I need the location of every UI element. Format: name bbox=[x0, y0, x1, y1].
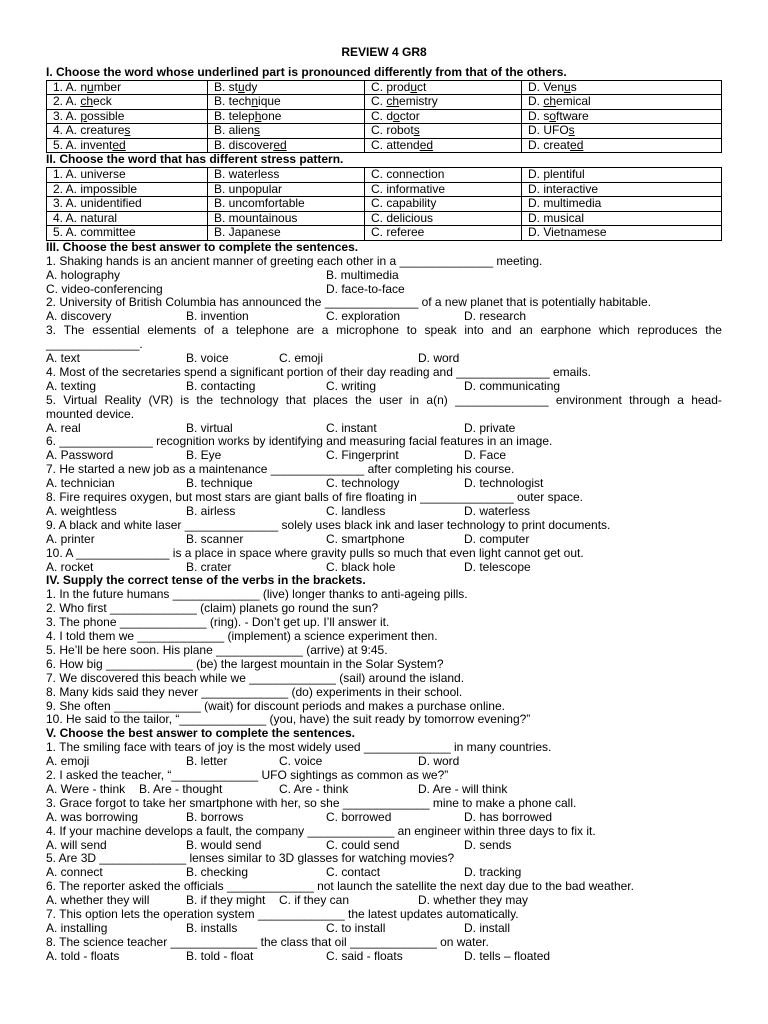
answer-option: B. virtual bbox=[186, 420, 233, 435]
word-cell: D. created bbox=[522, 138, 722, 153]
word: ______________ bbox=[455, 392, 549, 407]
word: are bbox=[296, 323, 315, 338]
question-text: 5. He’ll be here soon. His plane _____________ (arrive) at 9:45. bbox=[46, 642, 388, 657]
question-text: 6. The reporter asked the officials _____________ not launch the satellite the next day due to the bad weather. bbox=[46, 879, 634, 894]
answer-options bbox=[46, 894, 722, 908]
question-text: 4. Most of the secretaries spend a significant portion of their day reading and ______________ emails. bbox=[46, 364, 592, 379]
table-row bbox=[47, 95, 722, 110]
question-text bbox=[46, 394, 722, 408]
word-cell: C. connection bbox=[365, 168, 522, 183]
answer-options bbox=[46, 505, 722, 519]
word-cell: D. multimedia bbox=[522, 197, 722, 212]
underlined-part: ch bbox=[386, 94, 400, 109]
word-cell: C. product bbox=[365, 80, 522, 95]
question-text: 8. Many kids said they never _____________ (do) experiments in their school. bbox=[46, 684, 463, 699]
answer-options bbox=[46, 922, 722, 936]
answer-option: C. if they can bbox=[279, 893, 350, 908]
answer-options bbox=[46, 783, 722, 797]
question-text: 4. I told them we _____________ (implement) a science experiment then. bbox=[46, 629, 438, 644]
word-cell: 3. A. unidentified bbox=[47, 197, 208, 212]
word-cell: C. delicious bbox=[365, 211, 522, 226]
word-cell: 1. A. number bbox=[47, 80, 208, 95]
underlined-part: s bbox=[568, 123, 575, 138]
underlined-part: s bbox=[254, 123, 261, 138]
answer-option: D. Face bbox=[464, 448, 507, 463]
word: which bbox=[598, 323, 630, 338]
answer-options bbox=[46, 269, 722, 283]
answer-option: A. technician bbox=[46, 476, 115, 491]
answer-option: B. checking bbox=[186, 865, 249, 880]
answer-option: B. would send bbox=[186, 837, 262, 852]
word: The bbox=[63, 323, 85, 338]
section-4-items bbox=[46, 588, 722, 727]
answer-option: B. voice bbox=[186, 351, 229, 366]
answer-option: D. tracking bbox=[464, 865, 522, 880]
section-5-items bbox=[46, 741, 722, 963]
word-cell: 5. A. invented bbox=[47, 138, 208, 153]
section-1-heading: I. Choose the word whose underlined part is pronounced differently from that of the others. bbox=[46, 65, 567, 79]
answer-option: D. computer bbox=[464, 531, 530, 546]
table-row bbox=[47, 138, 722, 153]
answer-option: A. Password bbox=[46, 448, 114, 463]
answer-option: A. rocket bbox=[46, 559, 94, 574]
word: into bbox=[464, 323, 484, 338]
word-cell: D. software bbox=[522, 109, 722, 124]
answer-option: C. Are - think bbox=[279, 781, 349, 796]
word: that bbox=[285, 392, 306, 407]
answer-option: B. Are - thought bbox=[139, 781, 223, 796]
question-text: 7. We discovered this beach while we _____________ (sail) around the island. bbox=[46, 670, 465, 685]
table-row bbox=[47, 80, 722, 95]
word: earphone bbox=[540, 323, 592, 338]
table-row bbox=[47, 197, 722, 212]
answer-option: B. multimedia bbox=[326, 267, 399, 282]
answer-option: B. contacting bbox=[186, 378, 256, 393]
word-cell: B. waterless bbox=[208, 168, 365, 183]
answer-option: A. emoji bbox=[46, 754, 90, 769]
answer-option: D. sends bbox=[464, 837, 512, 852]
answer-options bbox=[46, 422, 722, 436]
word: reproduces bbox=[637, 323, 698, 338]
answer-options bbox=[46, 310, 722, 324]
answer-option: A. text bbox=[46, 351, 81, 366]
question-text: 10. A ______________ is a place in space where gravity pulls so much that even light cannot get out. bbox=[46, 545, 584, 560]
answer-option: B. technique bbox=[186, 476, 253, 491]
word-cell: B. mountainous bbox=[208, 211, 365, 226]
table-row bbox=[47, 226, 722, 241]
question-text: 3. The phone _____________ (ring). - Don’t get up. I’ll answer it. bbox=[46, 615, 390, 630]
answer-options bbox=[46, 477, 722, 491]
word: environment bbox=[555, 392, 622, 407]
word: (VR) bbox=[148, 392, 174, 407]
word-cell: D. Venus bbox=[522, 80, 722, 95]
word: an bbox=[519, 323, 533, 338]
word-cell: B. discovered bbox=[208, 138, 365, 153]
word: the bbox=[355, 392, 372, 407]
word-cell: D. plentiful bbox=[522, 168, 722, 183]
question-text: 9. A black and white laser ______________ solely uses black ink and laser technology to print documents. bbox=[46, 517, 611, 532]
answer-options bbox=[46, 533, 722, 547]
word: places bbox=[313, 392, 348, 407]
answer-option: B. if they might bbox=[186, 893, 266, 908]
word-cell: C. doctor bbox=[365, 109, 522, 124]
underlined-part: ed bbox=[273, 138, 287, 152]
question-text: 3. Grace forgot to take her smartphone with her, so she _____________ mine to make a phone call. bbox=[46, 795, 577, 810]
word-cell: 5. A. committee bbox=[47, 226, 208, 241]
answer-options bbox=[46, 811, 722, 825]
section-4-heading: IV. Supply the correct tense of the verbs in the brackets. bbox=[46, 573, 366, 588]
word-cell: C. informative bbox=[365, 182, 522, 197]
word-cell: 1. A. universe bbox=[47, 168, 208, 183]
word-cell: 4. A. creatures bbox=[47, 124, 208, 139]
answer-option: C. emoji bbox=[279, 351, 324, 366]
word: a bbox=[321, 323, 329, 338]
question-text: 6. How big _____________ (be) the largest mountain in the Solar System? bbox=[46, 656, 444, 671]
answer-option: D. telescope bbox=[464, 559, 531, 574]
answer-option: D. Are - will think bbox=[418, 781, 508, 796]
answer-options bbox=[46, 839, 722, 853]
answer-option: D. whether they may bbox=[418, 893, 529, 908]
underlined-part: s bbox=[124, 123, 131, 138]
section-3-items bbox=[46, 255, 722, 575]
answer-option: A. Were - think bbox=[46, 781, 126, 796]
answer-option: D. research bbox=[464, 309, 527, 324]
answer-option: B. Eye bbox=[186, 448, 222, 463]
answer-option: A. told - floats bbox=[46, 948, 120, 963]
word: 5. bbox=[46, 392, 57, 407]
word-cell: C. capability bbox=[365, 197, 522, 212]
answer-options bbox=[46, 380, 722, 394]
word: the bbox=[196, 392, 214, 407]
answer-options bbox=[46, 352, 722, 366]
word: through bbox=[629, 392, 670, 407]
answer-option: A. was borrowing bbox=[46, 809, 139, 824]
answer-option: A. weightless bbox=[46, 503, 117, 518]
question-text: 7. This option lets the operation system _____________ the latest updates automatically. bbox=[46, 907, 519, 922]
question-text: 1. The smiling face with tears of joy is the most widely used _____________ in many countries. bbox=[46, 740, 552, 755]
underlined-part: ed bbox=[112, 138, 126, 152]
answer-option: B. letter bbox=[186, 754, 228, 769]
question-text: 2. I asked the teacher, “_____________ UFO sightings as common as we?” bbox=[46, 768, 449, 783]
table-row bbox=[47, 124, 722, 139]
answer-option: C. landless bbox=[326, 503, 386, 518]
word-cell: B. unpopular bbox=[208, 182, 365, 197]
answer-option: C. instant bbox=[326, 420, 377, 435]
answer-option: D. word bbox=[418, 351, 460, 366]
word-cell: D. chemical bbox=[522, 95, 722, 110]
underlined-part: u bbox=[564, 80, 571, 94]
section-2-table bbox=[46, 167, 722, 241]
underlined-part: u bbox=[410, 80, 418, 94]
underlined-part: ed bbox=[419, 138, 434, 152]
word-cell: D. Vietnamese bbox=[522, 226, 722, 241]
question-text: 5. Are 3D _____________ lenses similar to 3D glasses for watching movies? bbox=[46, 851, 455, 866]
answer-option: B. crater bbox=[186, 559, 232, 574]
word-cell: C. attended bbox=[365, 138, 522, 153]
question-text: 7. He started a new job as a maintenance ______________ after completing his course. bbox=[46, 462, 515, 477]
word-cell: B. uncomfortable bbox=[208, 197, 365, 212]
word: is bbox=[180, 392, 190, 407]
underlined-part: ed bbox=[570, 138, 584, 152]
answer-options bbox=[46, 561, 722, 575]
question-text: mounted device. bbox=[46, 406, 135, 421]
word: Virtual bbox=[63, 392, 98, 407]
word: telephone bbox=[236, 323, 289, 338]
answer-option: B. installs bbox=[186, 920, 238, 935]
answer-option: A. printer bbox=[46, 531, 95, 546]
section-3-heading: III. Choose the best answer to complete the sentences. bbox=[46, 239, 359, 254]
answer-option: C. black hole bbox=[326, 559, 396, 574]
answer-option: A. texting bbox=[46, 378, 97, 393]
question-text: 1. Shaking hands is an ancient manner of greeting each other in a ______________ meeting. bbox=[46, 253, 543, 268]
answer-option: C. borrowed bbox=[326, 809, 392, 824]
word: and bbox=[491, 323, 512, 338]
answer-option: D. tells – floated bbox=[464, 948, 551, 963]
question-text: 6. ______________ recognition works by identifying and measuring facial features in an image. bbox=[46, 434, 553, 449]
answer-option: C. to install bbox=[326, 920, 386, 935]
answer-option: D. waterless bbox=[464, 503, 531, 518]
underlined-part: s bbox=[413, 123, 420, 138]
answer-option: B. airless bbox=[186, 503, 236, 518]
word: essential bbox=[92, 323, 140, 338]
word: technology bbox=[220, 392, 279, 407]
word-cell: B. aliens bbox=[208, 124, 365, 139]
word: to bbox=[406, 323, 417, 338]
answer-option: D. private bbox=[464, 420, 516, 435]
answer-option: C. said - floats bbox=[326, 948, 403, 963]
question-text: ______________. bbox=[46, 337, 143, 352]
word-cell: 2. A. check bbox=[47, 95, 208, 110]
question-text: 2. Who first _____________ (claim) planets go round the sun? bbox=[46, 601, 379, 616]
section-2-heading: II. Choose the word that has different stress pattern. bbox=[46, 152, 344, 167]
answer-option: B. borrows bbox=[186, 809, 244, 824]
section-5-heading: V. Choose the best answer to complete the sentences. bbox=[46, 726, 355, 741]
word: user bbox=[379, 392, 403, 407]
word: the bbox=[705, 323, 722, 338]
answer-option: C. exploration bbox=[326, 309, 401, 324]
answer-options bbox=[46, 950, 722, 964]
word-cell: B. technique bbox=[208, 95, 365, 110]
answer-option: A. connect bbox=[46, 865, 103, 880]
word-cell: 3. A. possible bbox=[47, 109, 208, 124]
underlined-part: h bbox=[254, 109, 262, 123]
question-text: 8. The science teacher _____________ the class that oil _____________ on water. bbox=[46, 934, 489, 949]
word: in bbox=[409, 392, 420, 407]
word-cell: C. chemistry bbox=[365, 95, 522, 110]
question-text: 4. If your machine develops a fault, the company _____________ an engineer within three days to fix it. bbox=[46, 823, 596, 838]
underlined-part: o bbox=[393, 109, 400, 123]
word-cell: D. interactive bbox=[522, 182, 722, 197]
answer-option: C. Fingerprint bbox=[326, 448, 399, 463]
underlined-part: ch bbox=[543, 94, 557, 109]
question-text bbox=[46, 324, 722, 338]
underlined-part: n bbox=[251, 94, 259, 109]
table-row bbox=[47, 182, 722, 197]
question-text: 1. In the future humans _____________ (live) longer thanks to anti-ageing pills. bbox=[46, 587, 468, 602]
word: a bbox=[221, 323, 229, 338]
question-text: 10. He said to the tailor, “_____________ (you, have) the suit ready by tomorrow evening?” bbox=[46, 712, 531, 727]
answer-option: D. technologist bbox=[464, 476, 544, 491]
worksheet bbox=[46, 44, 722, 964]
answer-option: A. will send bbox=[46, 837, 107, 852]
answer-option: B. invention bbox=[186, 309, 249, 324]
word: elements bbox=[147, 323, 197, 338]
answer-option: A. holography bbox=[46, 267, 121, 282]
word: head- bbox=[691, 392, 722, 407]
answer-option: C. writing bbox=[326, 378, 377, 393]
answer-option: A. installing bbox=[46, 920, 108, 935]
answer-option: C. smartphone bbox=[326, 531, 405, 546]
word: of bbox=[203, 323, 214, 338]
answer-option: D. install bbox=[464, 920, 511, 935]
answer-options bbox=[46, 449, 722, 463]
answer-option: D. face-to-face bbox=[326, 281, 405, 296]
word-cell: B. telephone bbox=[208, 109, 365, 124]
table-row bbox=[47, 109, 722, 124]
word: a(n) bbox=[426, 392, 448, 407]
answer-option: A. discovery bbox=[46, 309, 112, 324]
underlined-part: ch bbox=[80, 94, 94, 109]
word: speak bbox=[424, 323, 457, 338]
page-title: REVIEW 4 GR8 bbox=[341, 45, 427, 59]
answer-option: C. contact bbox=[326, 865, 381, 880]
word-cell: D. UFOs bbox=[522, 124, 722, 139]
underlined-part: p bbox=[80, 109, 88, 123]
word: a bbox=[677, 392, 684, 407]
word: 3. bbox=[46, 323, 57, 338]
word-cell: D. musical bbox=[522, 211, 722, 226]
answer-option: C. technology bbox=[326, 476, 400, 491]
word: Reality bbox=[104, 392, 142, 407]
underlined-part: o bbox=[549, 109, 557, 123]
answer-option: B. scanner bbox=[186, 531, 244, 546]
word-cell: C. robots bbox=[365, 124, 522, 139]
section-1-table bbox=[46, 80, 722, 154]
answer-option: D. has borrowed bbox=[464, 809, 553, 824]
answer-option: A. real bbox=[46, 420, 81, 435]
word-cell: 4. A. natural bbox=[47, 211, 208, 226]
answer-option: A. whether they will bbox=[46, 893, 150, 908]
question-text: 9. She often _____________ (wait) for discount periods and makes a purchase online. bbox=[46, 698, 505, 713]
question-text: 2. University of British Columbia has announced the ______________ of a new planet that is potentially habitable. bbox=[46, 295, 652, 310]
answer-options bbox=[46, 866, 722, 880]
underlined-part: u bbox=[87, 80, 94, 94]
answer-option: C. video-conferencing bbox=[46, 281, 163, 296]
answer-option: D. communicating bbox=[464, 378, 561, 393]
word-cell: 2. A. impossible bbox=[47, 182, 208, 197]
answer-option: C. voice bbox=[279, 754, 323, 769]
answer-option: D. word bbox=[418, 754, 460, 769]
word: microphone bbox=[336, 323, 399, 338]
word-cell: B. study bbox=[208, 80, 365, 95]
word-cell: C. referee bbox=[365, 226, 522, 241]
answer-options bbox=[46, 755, 722, 769]
underlined-part: u bbox=[238, 80, 245, 94]
answer-options bbox=[46, 283, 722, 297]
word-cell: B. Japanese bbox=[208, 226, 365, 241]
table-row bbox=[47, 211, 722, 226]
answer-option: C. could send bbox=[326, 837, 400, 852]
answer-option: B. told - float bbox=[186, 948, 254, 963]
table-row bbox=[47, 168, 722, 183]
question-text: 8. Fire requires oxygen, but most stars are giant balls of fire floating in ______________ outer space. bbox=[46, 490, 583, 504]
